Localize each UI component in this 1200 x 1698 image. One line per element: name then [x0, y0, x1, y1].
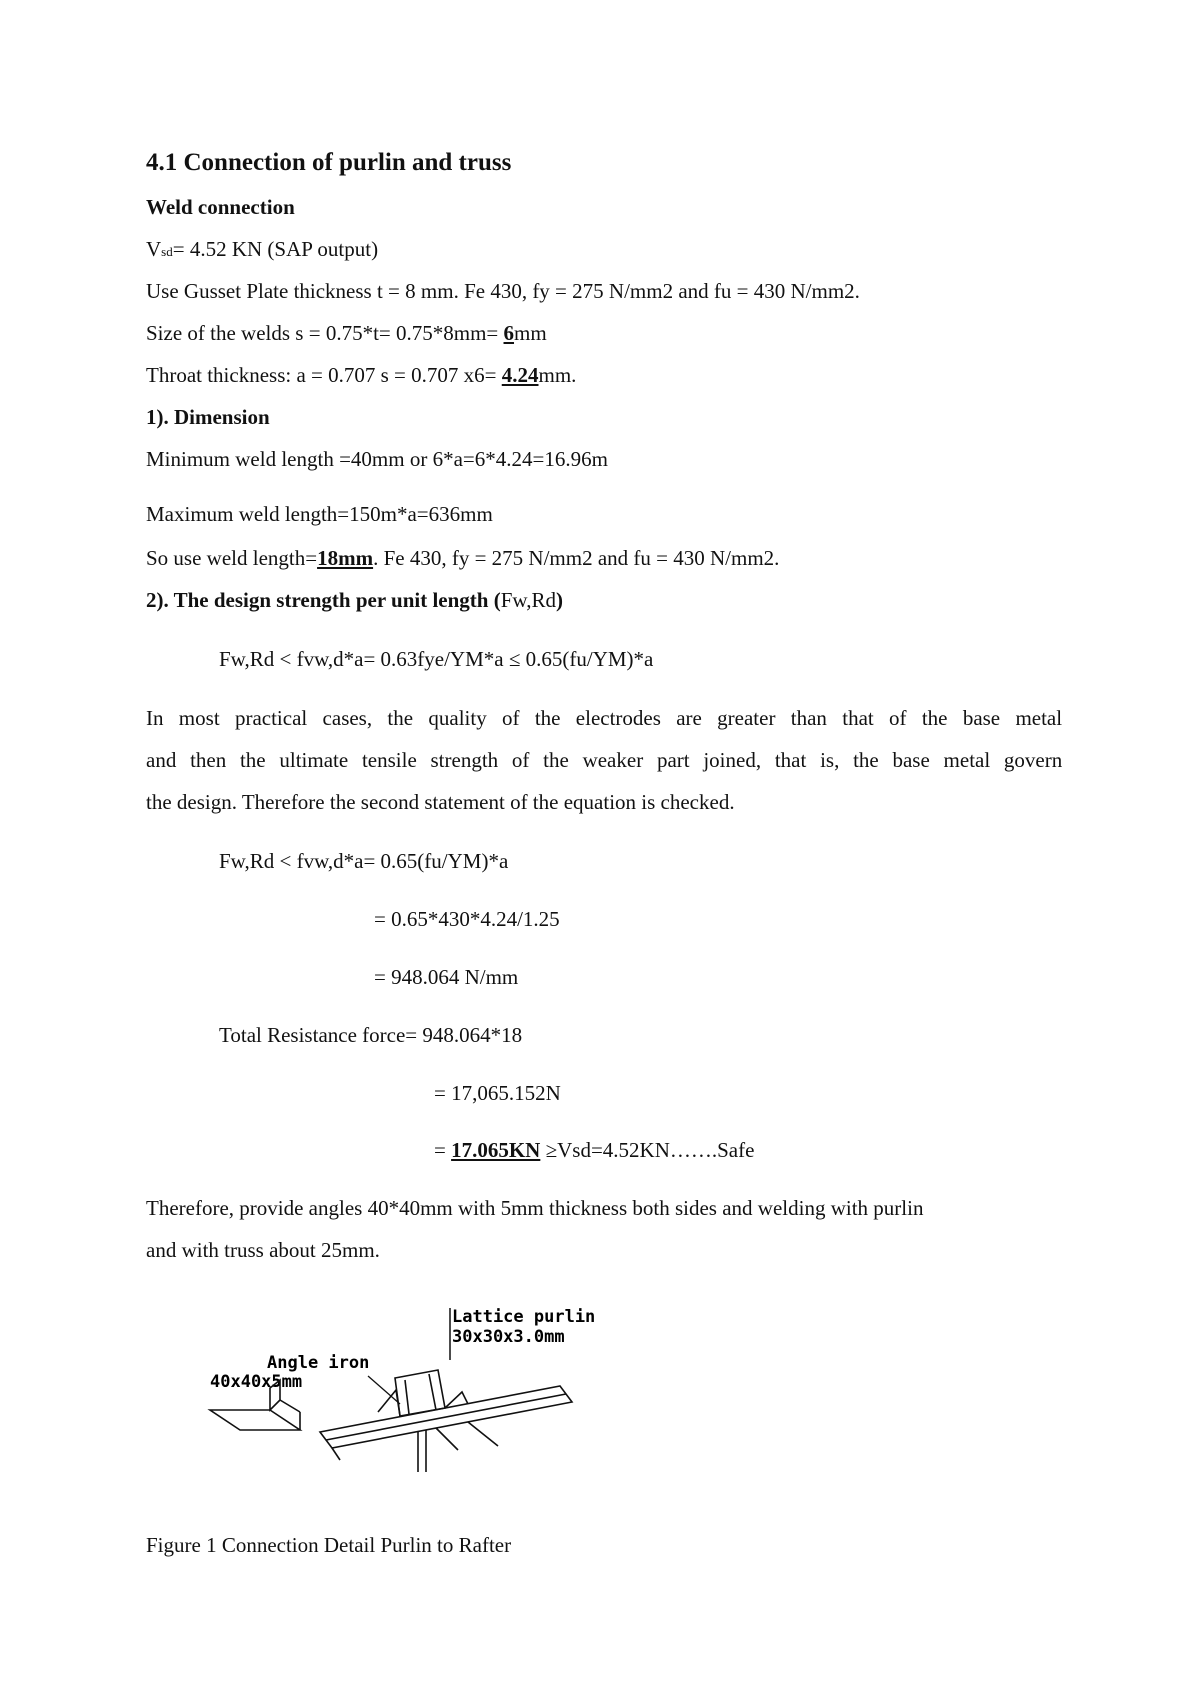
- total-resistance-value: = 17,065.152N: [434, 1081, 561, 1105]
- equation-2-body: < fvw,d*a= 0.65(fu/YM)*a: [274, 849, 509, 873]
- use-weld-value: 18mm: [317, 546, 374, 570]
- rafter-beam: [320, 1386, 572, 1472]
- max-weld-line: Maximum weld length=150m*a=636mm: [146, 502, 493, 526]
- equation-3: = 0.65*430*4.24/1.25: [374, 907, 560, 931]
- equation-4: = 948.064 N/mm: [374, 965, 519, 989]
- min-weld-line: Minimum weld length =40mm or 6*a=6*4.24=16.96m: [146, 447, 608, 471]
- equation-2: [219, 848, 508, 874]
- throat-line: [146, 362, 576, 388]
- equation-1: [219, 646, 653, 672]
- weld-size-value: 6: [503, 321, 515, 345]
- throat-text: Throat thickness: a = 0.707 s = 0.707 x6=: [146, 363, 502, 387]
- total-resistance-line: Total Resistance force= 948.064*18: [219, 1023, 523, 1047]
- lattice-purlin: [378, 1370, 468, 1416]
- paragraph-2-line-1: Therefore, provide angles 40*40mm with 5mm thickness both sides and welding with purlin: [146, 1196, 924, 1220]
- weld-size-text: Size of the welds s = 0.75*t= 0.75*8mm=: [146, 321, 504, 345]
- vsd-line: [146, 236, 378, 265]
- strength-heading-symbol: Fw,Rd: [500, 588, 556, 612]
- paragraph-1-line-1: In most practical cases, the quality of the electrodes are greater than that of the base metal: [146, 706, 1063, 730]
- paragraph-1-line-2: and then the ultimate tensile strength of the weaker part joined, that is, the base metal govern: [146, 748, 1063, 772]
- use-weld-line: [146, 545, 779, 571]
- use-weld-rest: . Fe 430, fy = 275 N/mm2 and fu = 430 N/mm2.: [373, 546, 780, 570]
- purlin-label-2: 30x30x3.0mm: [452, 1327, 565, 1347]
- gusset-line: Use Gusset Plate thickness t = 8 mm. Fe 430, fy = 275 N/mm2 and fu = 430 N/mm2.: [146, 279, 860, 303]
- dimension-heading: 1). Dimension: [146, 405, 270, 429]
- figure-caption: Figure 1 Connection Detail Purlin to Rafter: [146, 1533, 512, 1557]
- strength-heading-text: 2). The design strength per unit length (: [146, 588, 501, 612]
- angle-label-2: 40x40x5mm: [210, 1372, 303, 1392]
- vsd-symbol: V: [146, 237, 162, 261]
- strength-heading-close: ): [555, 588, 563, 612]
- throat-value: 4.24: [501, 363, 539, 387]
- section-heading: 4.1 Connection of purlin and truss: [146, 149, 512, 176]
- weld-connection-subheading: Weld connection: [146, 195, 295, 219]
- weld-size-unit: mm: [514, 321, 547, 345]
- weld-size-line: [146, 320, 547, 346]
- total-kn-eq: =: [434, 1138, 452, 1162]
- paragraph-1-line-3: the design. Therefore the second statement of the equation is checked.: [146, 790, 735, 814]
- use-weld-text: So use weld length=: [146, 546, 318, 570]
- purlin-label-1: Lattice purlin: [452, 1307, 596, 1327]
- paragraph-2-line-2: and with truss about 25mm.: [146, 1238, 380, 1262]
- angle-label-1: Angle iron: [267, 1353, 370, 1373]
- total-resistance-kn: [434, 1137, 754, 1163]
- connection-detail-figure: [200, 1300, 650, 1480]
- total-kn-check: ≥Vsd=4.52KN…….Safe: [540, 1138, 755, 1162]
- equation-2-symbol: Fw,Rd: [219, 849, 275, 873]
- throat-unit: mm.: [538, 363, 577, 387]
- equation-1-symbol: Fw,Rd: [219, 647, 275, 671]
- equation-1-body: < fvw,d*a= 0.63fye/YM*a ≤ 0.65(fu/YM)*a: [274, 647, 654, 671]
- vsd-subscript: sd: [161, 244, 173, 259]
- total-kn-value: 17.065KN: [451, 1138, 541, 1162]
- vsd-value: = 4.52 KN (SAP output): [172, 237, 379, 261]
- strength-heading: [146, 587, 563, 613]
